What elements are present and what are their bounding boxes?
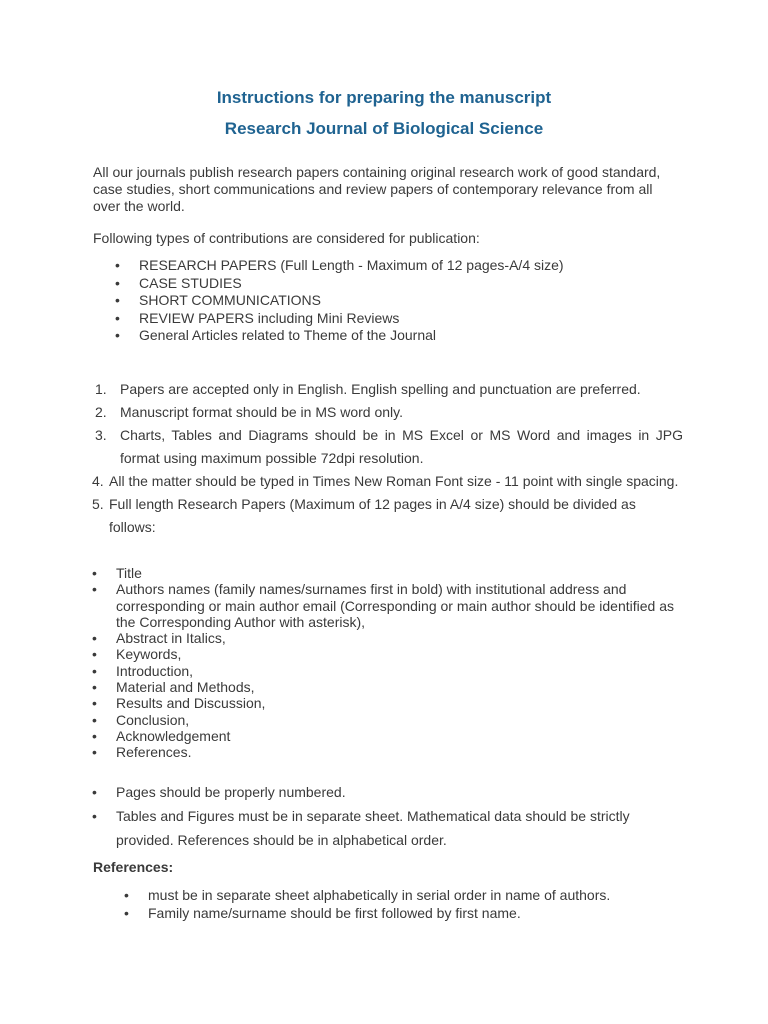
list-item: • RESEARCH PAPERS (Full Length - Maximum of 12 pages-A/4 size) — [139, 257, 699, 275]
rule-item — [95, 401, 683, 424]
document-title: Instructions for preparing the manuscript — [216, 88, 552, 107]
list-item: • Acknowledgement — [116, 728, 676, 744]
rule-number: 5. — [92, 496, 104, 512]
rule-text: Full length Research Papers (Maximum of 12 pages in A/4 size) should be divided as follows: — [109, 496, 636, 535]
contribution-types-list — [139, 257, 699, 345]
rule-number: 2. — [95, 404, 107, 420]
rule-text: All the matter should be typed in Times New Roman Font size - 11 point with single spacing. — [109, 473, 679, 489]
list-item: • Family name/surname should be first followed by first name. — [148, 904, 688, 922]
rule-number: 4. — [92, 473, 104, 489]
rule-item — [95, 424, 683, 470]
page-rules-list — [116, 780, 676, 852]
list-item: • References. — [116, 744, 676, 760]
manuscript-rules-list — [92, 378, 683, 539]
list-item: • Abstract in Italics, — [116, 630, 676, 646]
list-item: • Authors names (family names/surnames first in bold) with institutional address and corresponding or main author email (Corresponding or main author should be identified as the Corresponding Author with asterisk), — [116, 581, 676, 630]
list-item: • REVIEW PAPERS including Mini Reviews — [139, 310, 699, 328]
list-item: • CASE STUDIES — [139, 275, 699, 293]
references-heading: References: — [93, 859, 174, 875]
references-list — [148, 886, 688, 922]
rule-item — [95, 378, 683, 401]
list-item: • Pages should be properly numbered. — [116, 780, 676, 804]
intro-paragraph: All our journals publish research papers containing original research work of good standard, case studies, short communications and review papers of contemporary relevance from all over the world. — [93, 164, 661, 214]
rule-item — [92, 470, 683, 493]
list-item: • General Articles related to Theme of the Journal — [139, 327, 699, 345]
list-item: • Conclusion, — [116, 712, 676, 728]
rule-number: 1. — [95, 381, 107, 397]
rule-item — [92, 493, 683, 539]
rule-number: 3. — [95, 427, 107, 443]
journal-name: Research Journal of Biological Science — [224, 119, 544, 138]
rule-text: Charts, Tables and Diagrams should be in MS Excel or MS Word and images in JPG format using maximum possible 72dpi resolution. — [120, 427, 683, 466]
list-item: • Introduction, — [116, 663, 676, 679]
types-intro: Following types of contributions are considered for publication: — [93, 230, 480, 246]
list-item: • Keywords, — [116, 646, 676, 662]
rule-text: Manuscript format should be in MS word only. — [120, 404, 403, 420]
list-item: • Results and Discussion, — [116, 695, 676, 711]
rule-text: Papers are accepted only in English. English spelling and punctuation are preferred. — [120, 381, 641, 397]
list-item: • must be in separate sheet alphabetically in serial order in name of authors. — [148, 886, 688, 904]
list-item: • Tables and Figures must be in separate sheet. Mathematical data should be strictly provided. References should be in alphabetical order. — [116, 804, 676, 852]
list-item: • Title — [116, 565, 676, 581]
list-item: • Material and Methods, — [116, 679, 676, 695]
list-item: • SHORT COMMUNICATIONS — [139, 292, 699, 310]
paper-sections-list — [116, 565, 676, 761]
